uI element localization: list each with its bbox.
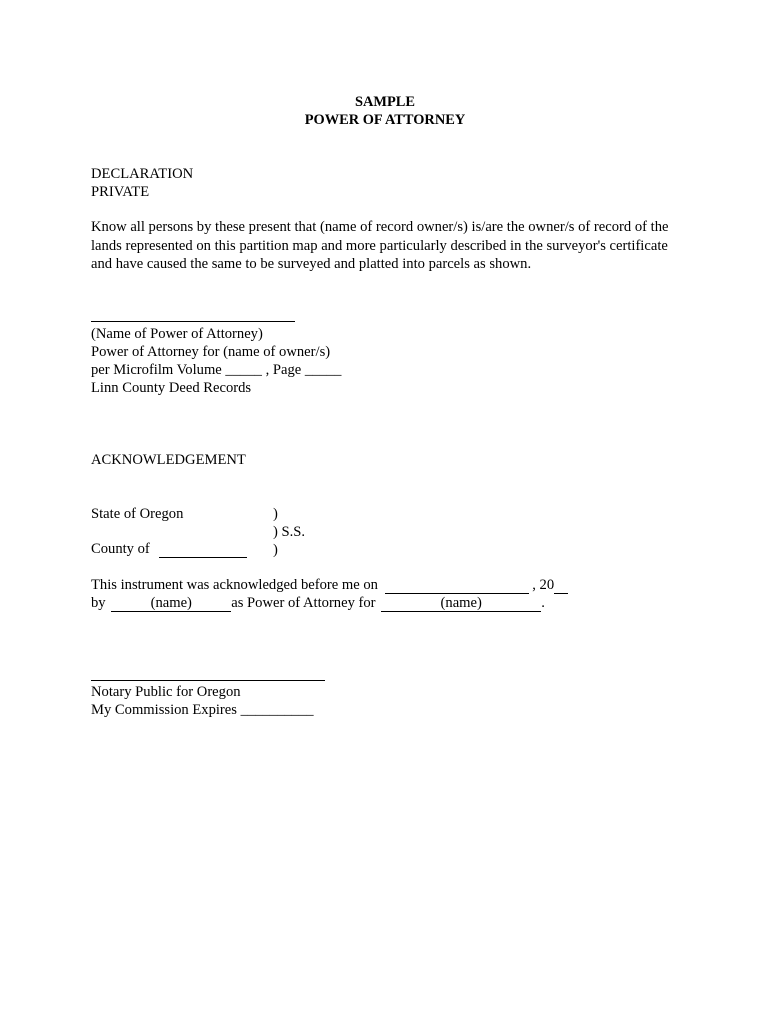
year-prefix: , 20 <box>532 577 555 593</box>
acknowledged-text: This instrument was acknowledged before me on <box>91 577 378 593</box>
notary-signature-line <box>91 680 325 681</box>
attorney-name-blank: (name) <box>111 596 231 612</box>
county-blank <box>159 542 247 558</box>
signature-name-label: (Name of Power of Attorney) <box>91 326 263 342</box>
signature-line <box>91 321 295 322</box>
county-label-text: County of <box>91 541 150 557</box>
notary-label: Notary Public for Oregon <box>91 684 241 700</box>
declaration-subheading: PRIVATE <box>91 184 150 200</box>
by-label: by <box>91 595 106 611</box>
by-line <box>91 594 545 612</box>
year-blank <box>554 578 568 594</box>
as-poa-label: as Power of Attorney for <box>231 595 376 611</box>
declaration-paragraph: Know all persons by these present that (name of record owner/s) is/are the owner/s of record of the lands represented on this partition map and more particularly described in the surveyor's certificate and have caused the same to be surveyed and platted into parcels as shown. <box>91 219 669 273</box>
acknowledged-line <box>91 576 568 594</box>
paren-1: ) <box>273 506 278 522</box>
acknowledgement-heading: ACKNOWLEDGEMENT <box>91 452 246 468</box>
owner-name-blank: (name) <box>381 596 541 612</box>
signature-records-label: Linn County Deed Records <box>91 380 252 396</box>
signature-owner-label: Power of Attorney for (name of owner/s) <box>91 344 331 360</box>
state-label: State of Oregon <box>91 506 184 522</box>
paren-ss: ) S.S. <box>273 524 306 540</box>
paren-3: ) <box>273 542 278 558</box>
date-blank <box>385 578 529 594</box>
county-label <box>91 540 247 558</box>
title-sample: SAMPLE <box>355 94 415 110</box>
commission-expires-label: My Commission Expires __________ <box>91 702 314 718</box>
title-power-of-attorney: POWER OF ATTORNEY <box>304 112 466 128</box>
period: . <box>541 595 545 611</box>
declaration-heading: DECLARATION <box>91 166 194 182</box>
signature-microfilm-label: per Microfilm Volume _____ , Page _____ <box>91 362 342 378</box>
